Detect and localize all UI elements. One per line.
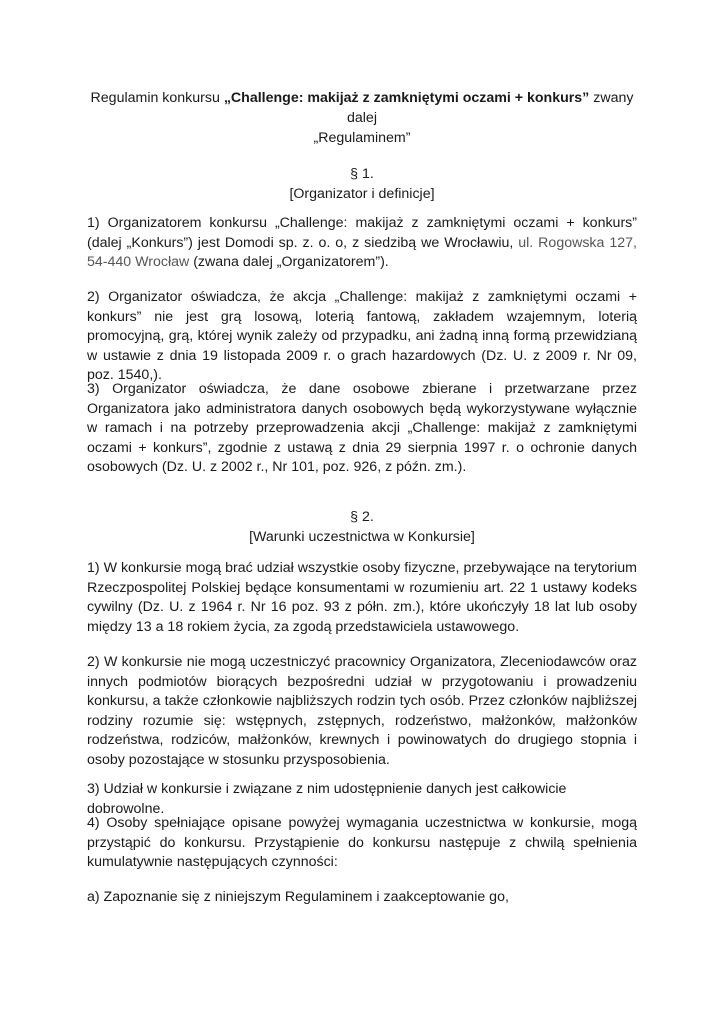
title-contest-name: „Challenge: makijaż z zamkniętymi oczami + konkurs” bbox=[223, 90, 590, 106]
section-2-paragraph-2: 2) W konkursie nie mogą uczestniczyć pracownicy Organizatora, Zleceniodawców oraz innych podmiotów biorących bezpośredni udział w przygotowaniu i prowadzeniu konkursu, a także członkowie najbliższych rodzin tych osób. Przez członków najbliższej rodziny rozumie się: wstępnych, zstępnych, rodzeństwo, małżonków, małżonków rodzeństwa, rodziców, małżonków, krewnych i powinowatych do drugiego stopnia i osoby pozostające w stosunku przysposobienia. bbox=[87, 654, 637, 768]
title-prefix: Regulamin konkursu bbox=[90, 90, 224, 106]
section-1-paragraph-1 bbox=[87, 214, 637, 273]
organizer-address: ul. Rogowska 127, 54-440 Wrocław bbox=[87, 234, 637, 271]
section-2-paragraph-4: 4) Osoby spełniające opisane powyżej wymagania uczestnictwa w konkursie, mogą przystąpić do konkursu. Przystąpienie do konkursu następuje z chwilą spełnienia kumulatywnie następujących czynności: bbox=[87, 815, 637, 871]
section-1-paragraph-3: 3) Organizator oświadcza, że dane osobowe zbierane i przetwarzane przez Organizatora jako administratora danych osobowych będą wykorzystywane wyłącznie w ramach i na potrzeby przeprowadzenia akcji „Challenge: makijaż z zamkniętymi oczami + konkurs”, zgodnie z ustawą z dnia 29 sierpnia 1997 r. o ochronie danych osobowych (Dz. U. z 2002 r., Nr 101, poz. 926, z późn. zm.). bbox=[87, 381, 637, 476]
section-1-heading: [Organizator i definicje] bbox=[289, 186, 435, 202]
section-1-paragraph-2: 2) Organizator oświadcza, że akcja „Challenge: makijaż z zamkniętymi oczami + konkurs” nie jest grą losową, loterią fantową, zakładem wzajemnym, loterią promocyjną, grą, której wynik zależy od przypadku, ani żadną inną formą przewidzianą w ustawie z dnia 19 listopada 2009 r. o grach hazardowych (Dz. U. z 2009 r. Nr 09, poz. 1540,). bbox=[87, 289, 637, 384]
title-suffix: zwany dalej bbox=[347, 90, 634, 126]
section-2-header bbox=[86, 507, 638, 547]
title-suffix-line2: „Regulaminem” bbox=[313, 130, 411, 146]
section-2-paragraph-1: 1) W konkursie mogą brać udział wszystkie osoby fizyczne, przebywające na terytorium Rzeczpospolitej Polskiej będące konsumentami w rozumieniu art. 22 1 ustawy kodeks cywilny (Dz. U. z 1964 r. Nr 16 poz. 93 z półn. zm.), które ukończyły 18 lat lub osoby między 13 a 18 rokiem życia, za zgodą przedstawiciela ustawowego. bbox=[87, 560, 637, 635]
section-2-number: § 2. bbox=[350, 509, 374, 525]
s1-p1-text-a: 1) Organizatorem konkursu „Challenge: makijaż z zamkniętymi oczami + konkurs” (dalej „Konkurs”) jest Domodi sp. z. o. o, z siedzibą we Wrocławiu, bbox=[87, 215, 637, 251]
section-1-header bbox=[86, 164, 638, 204]
s1-p1-text-b: (zwana dalej „Organizatorem”). bbox=[189, 254, 389, 271]
section-1-number: § 1. bbox=[350, 166, 374, 182]
section-2-item-a: a) Zapoznanie się z niniejszym Regulaminem i zaakceptowanie go, bbox=[87, 889, 509, 905]
document-title bbox=[86, 88, 638, 148]
section-2-paragraph-3: 3) Udział w konkursie i związane z nim udostępnienie danych jest całkowicie dobrowolne. bbox=[87, 781, 567, 817]
section-2-heading: [Warunki uczestnictwa w Konkursie] bbox=[249, 529, 475, 545]
